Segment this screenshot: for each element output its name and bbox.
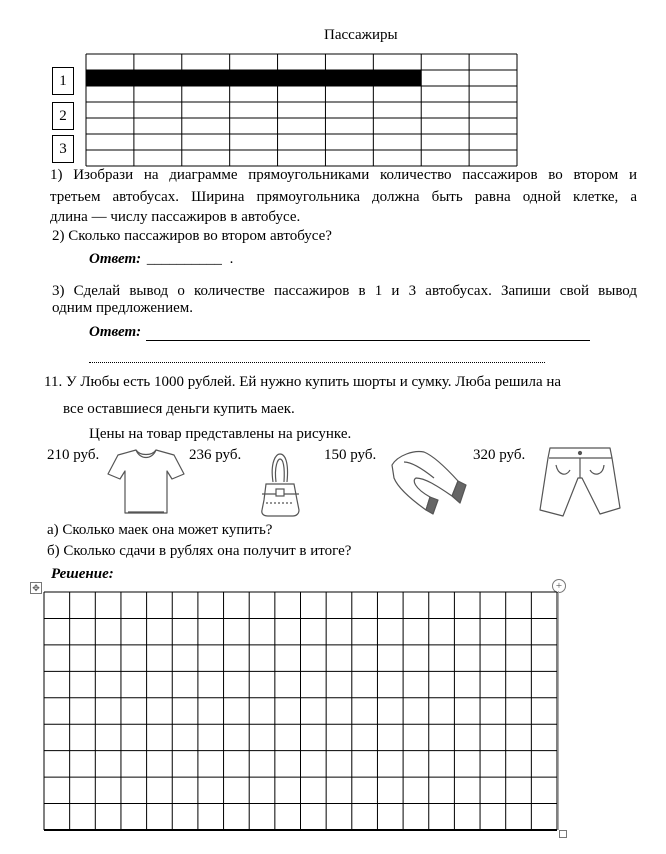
problem11-line1: 11. У Любы есть 1000 рублей. Ей нужно купить шорты и сумку. Люба решила на <box>44 374 562 390</box>
diagram-grid <box>86 54 517 166</box>
task1-line1: 1) Изобрази на диаграмме прямоугольниками количество пассажиров во втором и <box>50 167 637 183</box>
task1-line3: длина — числу пассажиров в автобусе. <box>50 209 301 225</box>
table-resize-handle-icon[interactable] <box>559 830 567 838</box>
bus-label-2: 2 <box>52 102 74 130</box>
diagram-bars <box>86 70 421 86</box>
price-tshirt: 210 руб. <box>47 447 100 463</box>
task3-line1: 3) Сделай вывод о количестве пассажиров в 1 и 3 автобусах. Запиши свой вывод <box>52 283 637 299</box>
task1-line2: третьем автобусах. Ширина прямоугольника должна быть равна одной клетке, а <box>50 189 637 205</box>
question-a: а) Сколько маек она может купить? <box>47 522 273 538</box>
task3-line2: одним предложением. <box>52 300 194 316</box>
table-move-handle-icon[interactable]: ✥ <box>30 582 42 594</box>
question-b: б) Сколько сдачи в рублях она получит в итоге? <box>47 543 352 559</box>
add-column-icon[interactable]: + <box>552 579 566 593</box>
tshirt-icon <box>108 450 184 513</box>
price-shorts: 320 руб. <box>473 447 526 463</box>
task2-answer-dot: . <box>229 251 234 267</box>
task2-answer-row <box>89 251 233 268</box>
task2-answer-blank[interactable]: __________ <box>146 251 222 267</box>
problem11-line2: все оставшиеся деньги купить маек. <box>63 401 295 417</box>
task2-answer-label: Ответ: <box>89 251 142 267</box>
bus-label-3: 3 <box>52 135 74 163</box>
price-scarf: 150 руб. <box>324 447 377 463</box>
scarf-icon <box>392 452 466 514</box>
price-handbag: 236 руб. <box>189 447 242 463</box>
solution-label: Решение: <box>51 566 114 582</box>
task2-question: 2) Сколько пассажиров во втором автобусе? <box>52 228 332 244</box>
task3-answer-line-2[interactable] <box>89 362 545 363</box>
handbag-icon <box>262 454 299 516</box>
diagram-title: Пассажиры <box>324 27 398 43</box>
task3-answer-line[interactable] <box>146 340 590 341</box>
prices-intro: Цены на товар представлены на рисунке. <box>89 426 352 442</box>
shorts-icon <box>540 448 620 516</box>
passenger-bar-1 <box>86 70 421 86</box>
task3-answer-label: Ответ: <box>89 324 142 340</box>
table-column-guide <box>558 591 559 830</box>
bus-label-1: 1 <box>52 67 74 95</box>
